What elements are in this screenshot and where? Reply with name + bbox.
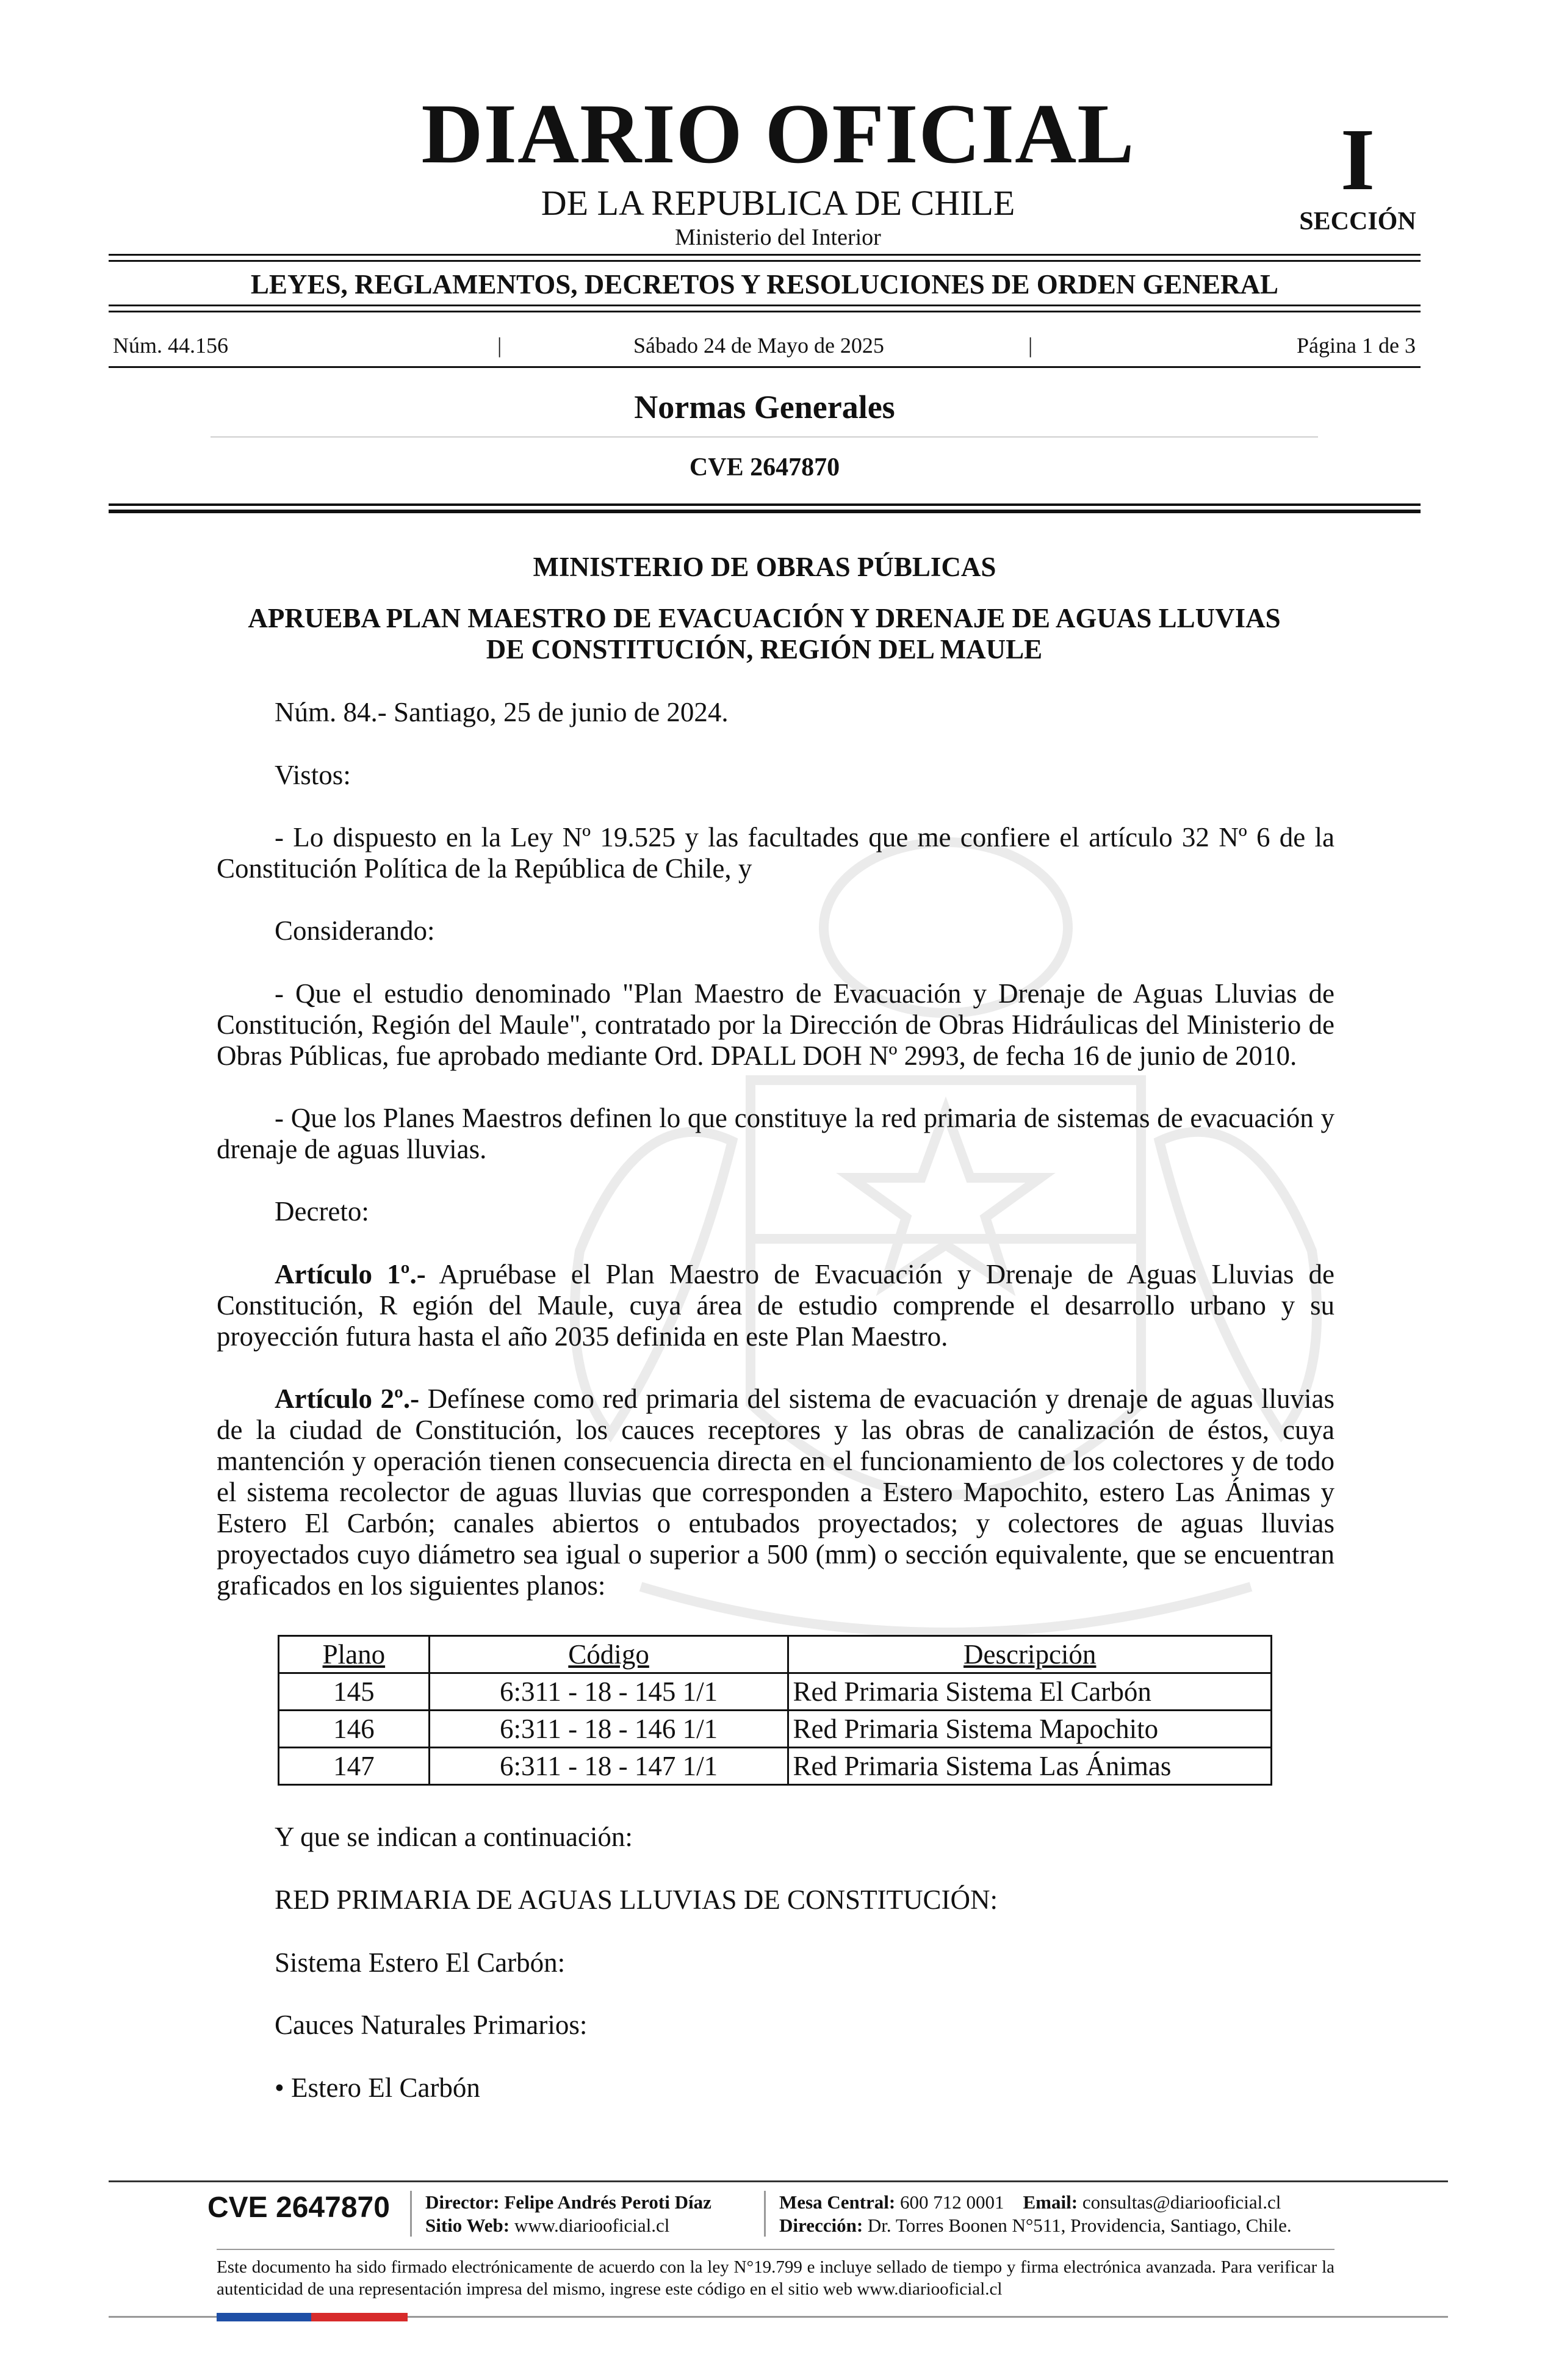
- laws-banner: LEYES, REGLAMENTOS, DECRETOS Y RESOLUCIONES DE ORDEN GENERAL: [250, 269, 1279, 300]
- table-header-row: [279, 1636, 1272, 1673]
- continuation-intro: Y que se indican a continuación:: [275, 1822, 633, 1852]
- sitio-link[interactable]: www.diariooficial.cl: [514, 2215, 670, 2236]
- article-1-text: Apruébase el Plan Maestro de Evacuación y Drenaje de Aguas Lluvias de Constitución, R egión del Maule, cuya área de estudio comprende el desarrollo urbano y su proyección futura hasta el año 2035 definida en este Plan Maestro.: [217, 1259, 1334, 1352]
- article-2-paragraph: [217, 1383, 1334, 1601]
- issue-number: Núm. 44.156: [113, 333, 228, 358]
- article-2-label: Artículo 2º.-: [275, 1383, 420, 1414]
- issue-rule: [109, 366, 1421, 368]
- footer-address-line: [779, 2214, 1292, 2237]
- table-cell-codigo: 6:311 - 18 - 147 1/1: [429, 1748, 788, 1785]
- article-2-text: Defínese como red primaria del sistema de evacuación y drenaje de aguas lluvias de la ciudad de Constitución, los cauces receptores y las obras de canalización de éstos, cuya mantención y operación tienen consecuencia directa en el funcionamiento de los colectores y de todo el sistema recolector de aguas lluvias que corresponden a Estero Mapochito, estero Las Ánimas y Estero El Carbón; canales abiertos o entubados proyectados; y colectores de aguas lluvias proyectados cuyo diámetro sea igual o superior a 500 (mm) o sección equivalente, que se encuentran graficados en los siguientes planos:: [217, 1383, 1334, 1601]
- cve-code: CVE 2647870: [689, 453, 840, 481]
- decree-title-line: DE CONSTITUCIÓN, REGIÓN DEL MAULE: [486, 634, 1043, 665]
- issue-separator: |: [497, 333, 502, 358]
- table-header-plano: Plano: [279, 1636, 430, 1673]
- section-label: SECCIÓN: [1299, 207, 1416, 236]
- mesa-phone: 600 712 0001: [900, 2191, 1004, 2213]
- table-row: [279, 1673, 1272, 1711]
- direccion-label: Dirección:: [779, 2215, 863, 2236]
- banner-rule-bottom: [109, 305, 1421, 306]
- section-badge: [1266, 111, 1449, 236]
- table-row: [279, 1748, 1272, 1785]
- table-cell-descripcion: Red Primaria Sistema Las Ánimas: [788, 1748, 1272, 1785]
- footer-contact-line: [779, 2191, 1292, 2214]
- cve-rule-bottom: [109, 510, 1421, 513]
- table-cell-plano: 147: [279, 1748, 430, 1785]
- list-item: • Estero El Carbón: [275, 2072, 480, 2103]
- table-cell-plano: 146: [279, 1711, 430, 1748]
- flag-stripe-red: [311, 2313, 408, 2321]
- ministry-heading: MINISTERIO DE OBRAS PÚBLICAS: [533, 552, 996, 582]
- newspaper-ministry: Ministerio del Interior: [675, 225, 881, 250]
- email-label: Email:: [1023, 2191, 1078, 2213]
- newspaper-title: DIARIO OFICIAL: [421, 87, 1135, 181]
- footer-sitio-line: [425, 2214, 711, 2237]
- table-cell-plano: 145: [279, 1673, 430, 1711]
- sitio-label: Sitio Web:: [425, 2215, 510, 2236]
- decreto-label: Decreto:: [275, 1196, 369, 1227]
- banner-rule-bottom-2: [109, 311, 1421, 312]
- director-name: Felipe Andrés Peroti Díaz: [504, 2191, 711, 2213]
- footer-legal-note: Este documento ha sido firmado electrónicamente de acuerdo con la ley N°19.799 e incluye sellado de tiempo y firma electrónica avanzada. Para verificar la autenticidad de una representación impresa del mismo, ingrese este código en el sitio web www.diariooficial.cl: [217, 2257, 1334, 2299]
- considerando-paragraph-1: - Que el estudio denominado "Plan Maestro de Evacuación y Drenaje de Aguas Lluvias de Constitución, Región del Maule", contratado por la Dirección de Obras Hidráulicas del Ministerio de Obras Públicas, fue aprobado mediante Ord. DPALL DOH Nº 2993, de fecha 16 de junio de 2010.: [217, 978, 1334, 1071]
- section-roman: I: [1340, 111, 1375, 209]
- red-primaria-heading: RED PRIMARIA DE AGUAS LLUVIAS DE CONSTITUCIÓN:: [275, 1884, 998, 1915]
- masthead-rule-top: [109, 254, 1421, 256]
- considerando-paragraph-2: - Que los Planes Maestros definen lo que constituye la red primaria de sistemas de evacuación y drenaje de aguas lluvias.: [217, 1103, 1334, 1164]
- article-1-label: Artículo 1º.-: [275, 1259, 426, 1289]
- cve-rule-top: [109, 503, 1421, 506]
- sistema-heading: Sistema Estero El Carbón:: [275, 1947, 566, 1978]
- considerando-label: Considerando:: [275, 915, 435, 946]
- footer-director-line: [425, 2191, 711, 2214]
- footer-director-block: [425, 2191, 711, 2237]
- section-divider: [211, 436, 1318, 438]
- table-cell-codigo: 6:311 - 18 - 146 1/1: [429, 1711, 788, 1748]
- table-cell-codigo: 6:311 - 18 - 145 1/1: [429, 1673, 788, 1711]
- issue-date: Sábado 24 de Mayo de 2025: [633, 333, 884, 358]
- table-header-codigo: Código: [429, 1636, 788, 1673]
- direccion-text: Dr. Torres Boonen N°511, Providencia, Santiago, Chile.: [867, 2215, 1292, 2236]
- table-row: [279, 1711, 1272, 1748]
- page-number: Página 1 de 3: [1297, 333, 1416, 358]
- footer-divider: [410, 2191, 412, 2237]
- footer-divider: [764, 2191, 766, 2237]
- mesa-label: Mesa Central:: [779, 2191, 896, 2213]
- footer-contact-block: [779, 2191, 1292, 2237]
- newspaper-subtitle: DE LA REPUBLICA DE CHILE: [541, 183, 1015, 223]
- vistos-paragraph: - Lo dispuesto en la Ley Nº 19.525 y las facultades que me confiere el artículo 32 Nº 6 de la Constitución Política de la República de Chile, y: [217, 822, 1334, 884]
- decree-title-line: APRUEBA PLAN MAESTRO DE EVACUACIÓN Y DRENAJE DE AGUAS LLUVIAS: [248, 603, 1281, 633]
- footer-rule: [109, 2180, 1448, 2182]
- article-1-paragraph: [217, 1259, 1334, 1352]
- footer-cve-code: CVE 2647870: [207, 2191, 390, 2224]
- vistos-label: Vistos:: [275, 760, 351, 790]
- issue-separator: |: [1028, 333, 1033, 358]
- table-header-descripcion: Descripción: [788, 1636, 1272, 1673]
- decree-title: [183, 603, 1345, 665]
- footer-thin-rule: [217, 2249, 1334, 2250]
- cauces-heading: Cauces Naturales Primarios:: [275, 2010, 588, 2040]
- table-cell-descripcion: Red Primaria Sistema El Carbón: [788, 1673, 1272, 1711]
- email-link[interactable]: consultas@diariooficial.cl: [1082, 2191, 1281, 2213]
- planos-table: [278, 1635, 1272, 1786]
- section-title: Normas Generales: [634, 389, 895, 425]
- director-label: Director:: [425, 2191, 500, 2213]
- flag-stripe-blue: [217, 2313, 311, 2321]
- decree-number-line: Núm. 84.- Santiago, 25 de junio de 2024.: [275, 697, 729, 727]
- table-cell-descripcion: Red Primaria Sistema Mapochito: [788, 1711, 1272, 1748]
- masthead-rule-second: [109, 260, 1421, 262]
